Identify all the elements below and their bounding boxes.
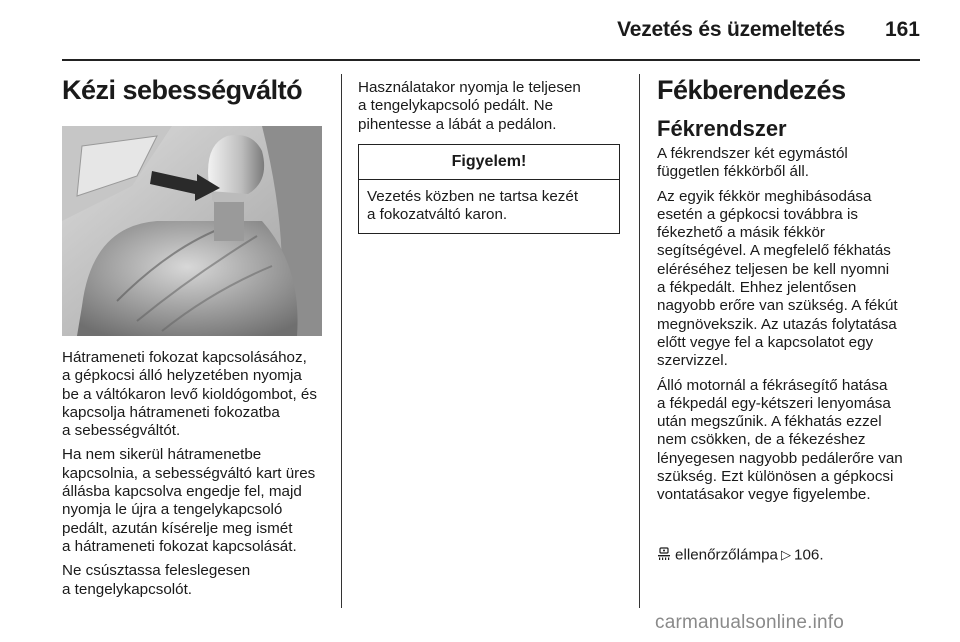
- subheading-brake-system: Fékrendszer: [657, 116, 787, 141]
- brake-failure-text: Az egyik fékkör meghibásodása esetén a gépkocsi továbbra is fékezhető a másik fékkör segítségével. A megfelelő fékhatás eléréséhez teljesen be kell nyomni a fékpedált. Ehhez jelentősen nagyobb erőre van szükség. A fékút megnövekszik. Az utazás folytatása előtt vegye fel a kapcsolatot egy szervizzel.: [657, 187, 898, 370]
- clutch-advice: Ne csúsztassa feleslegesen a tengelykapcsolót.: [62, 562, 251, 598]
- warning-title: Figyelem!: [359, 145, 619, 180]
- lamp-ref-page[interactable]: 106.: [794, 546, 824, 564]
- section-heading-manual-gearbox: Kézi sebességváltó: [62, 75, 303, 105]
- reverse-gear-retry: Ha nem sikerül hátramenetbe kapcsolnia, a sebességváltó kart üres állásba kapcsolva engedje fel, majd nyomja le újra a tengelykapcsoló pedált, azután kísérelje meg ismét a hátrameneti fokozat kapcsolását.: [62, 446, 316, 555]
- lamp-ref-label: ellenőrzőlámpa: [675, 546, 778, 564]
- gear-shift-photo: [62, 126, 322, 336]
- page-number: 161: [884, 18, 920, 41]
- running-header-title: Vezetés és üzemeltetés: [617, 18, 845, 41]
- watermark-text: carmanualsonline.info: [655, 612, 845, 633]
- left-text: [62, 349, 334, 605]
- right-column: [657, 74, 922, 573]
- clutch-usage-text: Használatakor nyomja le teljesen a tengelykapcsoló pedált. Ne pihentesse a lábát a pedálon.: [358, 79, 581, 133]
- header-divider: [62, 59, 920, 61]
- warning-box: [358, 144, 620, 234]
- section-heading-brakes: Fékberendezés: [657, 75, 846, 105]
- column-divider-left: [341, 74, 342, 608]
- brake-booster-text: Álló motornál a fékrásegítő hatása a fékpedál egy-kétszeri lenyomása után megszűnik. A fékhatás ezzel nem csökken, de a fékezéshez lényegesen nagyobb pedálerőre van szükség. Ezt különösen a gépkocsi vontatásakor vegye figyelembe.: [657, 376, 903, 504]
- reverse-gear-instructions: Hátrameneti fokozat kapcsolásához, a gépkocsi álló helyzetében nyomja be a váltókaron levő kioldógombot, és kapcsolja hátrameneti fokozatba a sebességváltót.: [62, 349, 317, 440]
- middle-column: [358, 79, 628, 234]
- page-ref-arrow-icon: ▷: [781, 547, 791, 563]
- brake-circuits-text: A fékrendszer két egymástól független fékkörből áll.: [657, 145, 848, 181]
- warning-lamp-reference: [657, 511, 922, 567]
- left-column: [62, 74, 332, 106]
- column-divider-right: [639, 74, 640, 608]
- brake-warning-lamp-icon: [657, 529, 671, 567]
- warning-body: Vezetés közben ne tartsa kezét a fokozatváltó karon.: [367, 188, 579, 224]
